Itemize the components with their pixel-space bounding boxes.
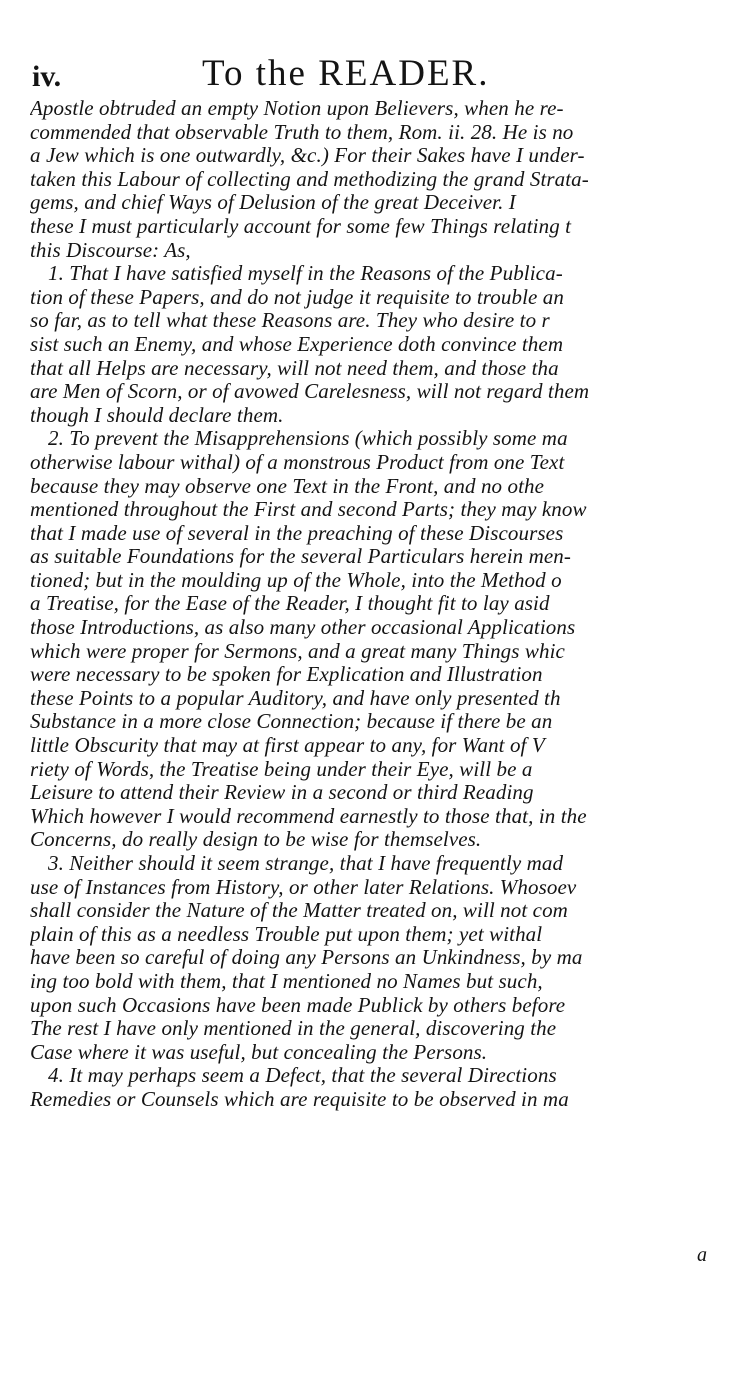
text-line: that I made use of several in the preaching of these Discourses (30, 520, 564, 545)
text-line: have been so careful of doing any Persons an Unkindness, by ma (30, 945, 583, 970)
text-line: ing too bold with them, that I mentioned no Names but such, (30, 968, 543, 993)
text-line: these Points to a popular Auditory, and have only presented th (30, 685, 561, 710)
text-line: mentioned throughout the First and second Parts; they may know (30, 497, 587, 522)
text-line: otherwise labour withal) of a monstrous Product from one Text (30, 449, 565, 474)
text-line: Remedies or Counsels which are requisite to be observed in ma (30, 1086, 569, 1111)
text-line: tion of these Papers, and do not judge it requisite to trouble an (30, 284, 564, 309)
text-line: are Men of Scorn, or of avowed Carelesness, will not regard them (30, 379, 590, 404)
text-line: riety of Words, the Treatise being under their Eye, will be a (30, 756, 533, 781)
text-line: 4. It may perhaps seem a Defect, that the several Directions (48, 1063, 557, 1088)
text-line: 3. Neither should it seem strange, that I have frequently mad (48, 851, 564, 875)
text-line: sist such an Enemy, and whose Experience doth convince them (30, 331, 564, 356)
running-head (32, 52, 750, 96)
text-line: this Discourse: As, (30, 237, 191, 262)
text-line: upon such Occasions have been made Publick by others before (30, 992, 566, 1017)
text-line: 1. That I have satisfied myself in the Reasons of the Publica- (48, 261, 563, 286)
text-line: Which however I would recommend earnestly to those that, in the (30, 803, 587, 828)
text-line: a Treatise, for the Ease of the Reader, I thought fit to lay asid (30, 591, 550, 616)
text-line: so far, as to tell what these Reasons are. They who desire to r (30, 308, 550, 333)
text-line: because they may observe one Text in the Front, and no othe (30, 473, 545, 498)
text-line: taken this Labour of collecting and methodizing the grand Strata- (30, 166, 589, 191)
text-line: Leisure to attend their Review in a second or third Reading (30, 780, 534, 805)
text-line: Apostle obtruded an empty Notion upon Believers, when he re- (30, 97, 564, 120)
text-line: a Jew which is one outwardly, &c.) For their Sakes have I under- (30, 143, 585, 168)
text-line: Concerns, do really design to be wise for themselves. (30, 827, 482, 852)
text-line: Case where it was useful, but concealing the Persons. (30, 1039, 488, 1064)
text-line: The rest I have only mentioned in the general, discovering the (30, 1016, 557, 1041)
text-line: gems, and chief Ways of Delusion of the great Deceiver. I (30, 190, 516, 215)
text-line: use of Instances from History, or other later Relations. Whosoev (30, 874, 577, 899)
body-text (30, 97, 750, 1112)
text-line: though I should declare them. (30, 402, 284, 427)
catchword: a (697, 1244, 707, 1266)
text-line: tioned; but in the moulding up of the Whole, into the Method o (30, 567, 562, 592)
text-line: as suitable Foundations for the several Particulars herein men- (30, 544, 571, 569)
text-line: which were proper for Sermons, and a great many Things whic (30, 638, 565, 663)
text-line: commended that observable Truth to them, Rom. ii. 28. He is no (30, 119, 574, 144)
text-line: were necessary to be spoken for Explication and Illustration (30, 662, 543, 687)
text-line: these I must particularly account for some few Things relating t (30, 213, 572, 238)
text-line: plain of this as a needless Trouble put upon them; yet withal (30, 921, 543, 946)
text-line: those Introductions, as also many other occasional Applications (30, 615, 576, 640)
running-title: To the READER. (202, 53, 490, 94)
text-line: 2. To prevent the Misapprehensions (which possibly some ma (48, 426, 568, 451)
text-line: little Obscurity that may at first appear to any, for Want of V (30, 733, 545, 758)
page-number: iv. (32, 60, 62, 93)
text-line: Substance in a more close Connection; because if there be an (30, 709, 553, 734)
text-line: that all Helps are necessary, will not need them, and those tha (30, 355, 559, 380)
text-line: shall consider the Nature of the Matter treated on, will not com (30, 898, 568, 923)
